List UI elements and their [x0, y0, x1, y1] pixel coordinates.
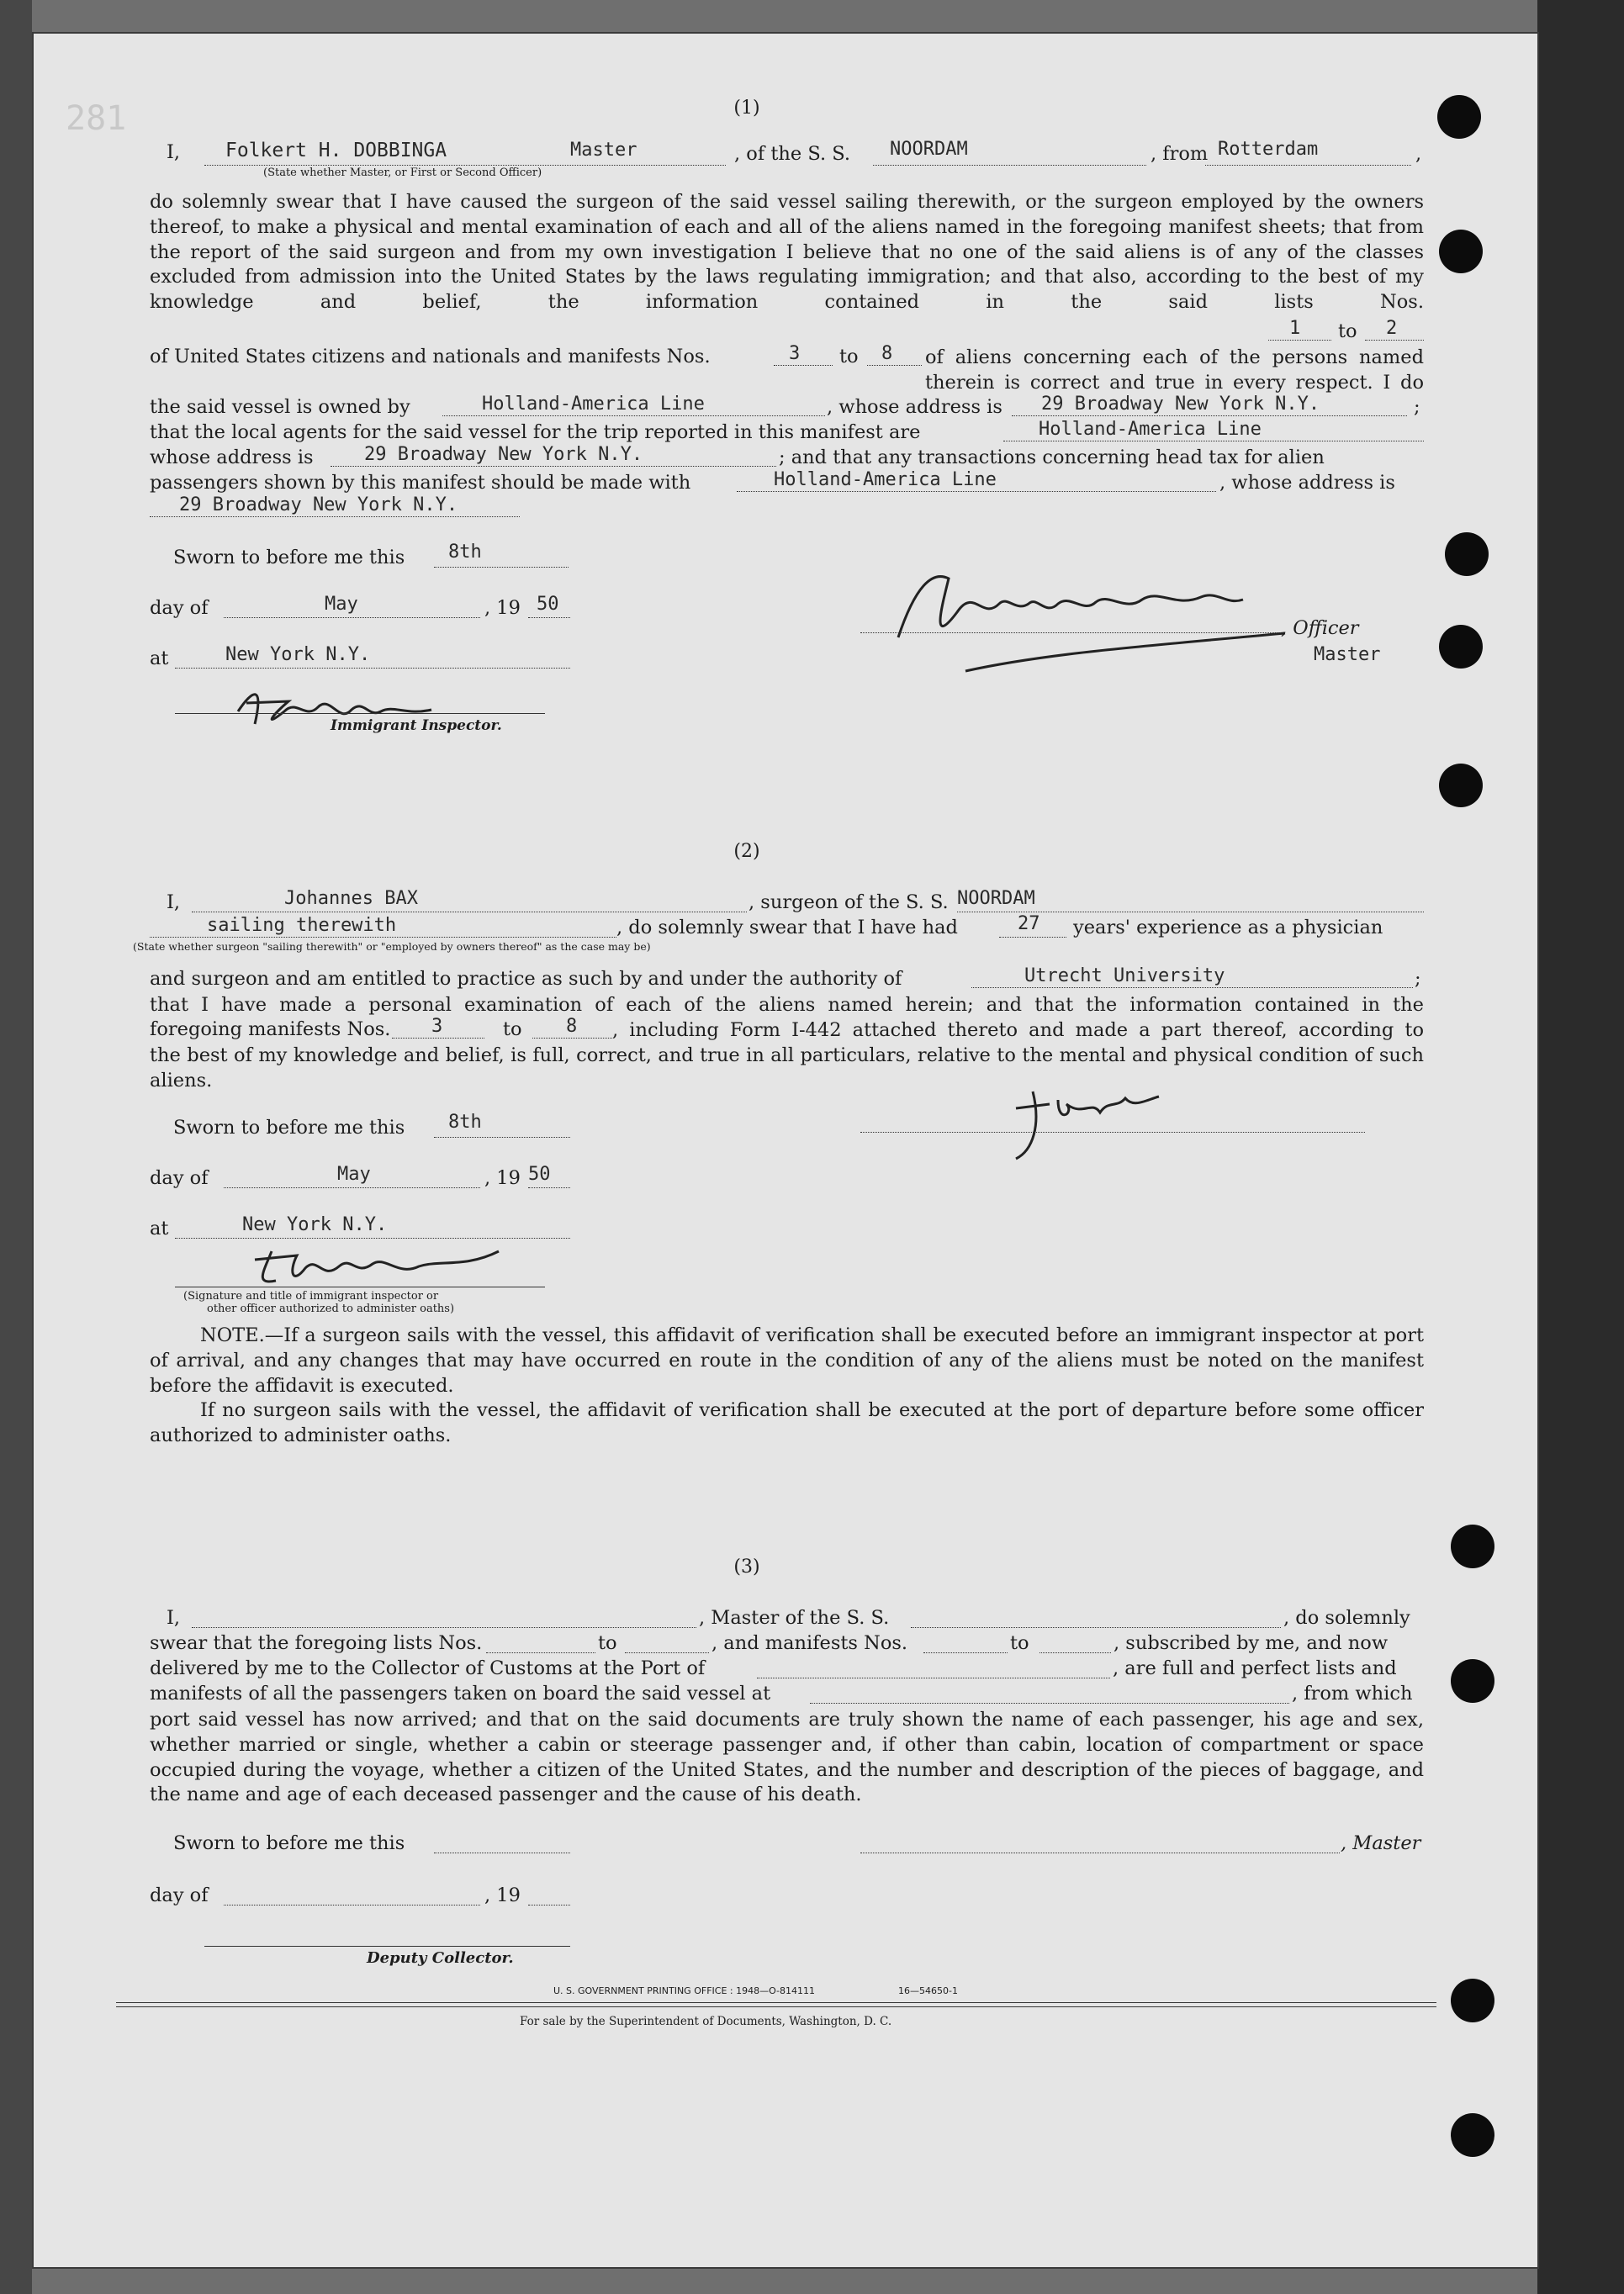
s1-of-the: , of the S. S. — [734, 143, 851, 165]
s2-surgeon-sig-line — [860, 1132, 1365, 1133]
s2-sworn-day-line — [434, 1137, 570, 1138]
s2-years: 27 — [1018, 913, 1040, 934]
s1-vessel: NOORDAM — [890, 139, 968, 160]
punch-hole — [1439, 625, 1483, 669]
s1-port: Rotterdam — [1218, 139, 1319, 160]
s1-headtax-agent: Holland-America Line — [774, 469, 997, 490]
s1-owner-line — [442, 415, 825, 416]
s1-officer-caption: , Officer — [1281, 617, 1359, 639]
s1-agents-addr-label: whose address is — [150, 447, 314, 468]
s2-authority-text: and surgeon and am entitled to practice as such by and under the authority of — [150, 968, 902, 990]
s3-deputy-line — [204, 1946, 570, 1947]
s2-sworn-label: Sworn to before me this — [173, 1117, 405, 1139]
s1-day-of: day of — [150, 597, 209, 619]
footer-printing: U. S. GOVERNMENT PRINTING OFFICE : 1948—O-814111 — [553, 1985, 816, 1996]
s1-inspector-line — [175, 713, 545, 714]
s3-vessel-line — [911, 1627, 1281, 1628]
s1-port-line — [1205, 165, 1411, 166]
s1-agents: Holland-America Line — [1039, 419, 1262, 440]
s1-para-3: of aliens concerning each of the persons named therein is correct and true in every respect. I do — [925, 346, 1424, 394]
s3-l3b: , are full and perfect lists and — [1113, 1657, 1397, 1679]
note-label: NOTE. — [200, 1324, 265, 1346]
s2-year-line — [528, 1187, 570, 1188]
punch-hole — [1437, 95, 1481, 139]
s1-year: 50 — [537, 594, 559, 615]
s2-man-from: 3 — [431, 1016, 443, 1037]
s1-headtax-addr-label: , whose address is — [1219, 472, 1395, 494]
s1-agents-addr-line — [331, 466, 776, 467]
s3-lists-from-line — [486, 1652, 595, 1653]
s3-i: I, — [167, 1607, 181, 1629]
s1-i: I, — [167, 141, 181, 163]
s1-headtax-addr-line — [150, 516, 520, 517]
s1-para-3-a — [925, 346, 1424, 396]
s2-day-of: day of — [150, 1167, 209, 1189]
punch-hole — [1451, 2113, 1494, 2157]
s2-para-2: , including Form I-442 attached thereto and made a part thereof, according to — [612, 1019, 1424, 1041]
section-3-number: (3) — [733, 1557, 760, 1578]
s1-headtax-address: 29 Broadway New York N.Y. — [179, 494, 458, 515]
s3-l3a: delivered by me to the Collector of Customs at the Port of — [150, 1657, 706, 1679]
s2-sig-caption-1: (Signature and title of immigrant inspector or — [183, 1290, 439, 1303]
s3-l4b: , from which — [1292, 1683, 1413, 1705]
s1-officer-master: Master — [1314, 644, 1381, 665]
s3-master-caption: , Master — [1341, 1832, 1421, 1854]
s3-solemnly: , do solemnly — [1283, 1607, 1410, 1629]
s1-place-line — [175, 668, 570, 669]
s1-vessel-line — [873, 165, 1146, 166]
note-text-1: —If a surgeon sails with the vessel, this affidavit of verification shall be executed before an immigrant inspector at port of arrival, and any changes that may have occurred en route in the condition of any of the aliens must be noted on the manifest before the affidavit is executed. — [150, 1324, 1424, 1397]
s1-month: May — [325, 594, 358, 615]
punch-hole — [1451, 1525, 1494, 1568]
s3-master-of: , Master of the S. S. — [699, 1607, 890, 1629]
footer-sale: For sale by the Superintendent of Documents, Washington, D. C. — [520, 2015, 892, 2028]
s2-sig-caption-2: other officer authorized to administer oaths) — [207, 1303, 455, 1315]
s2-place: New York N.Y. — [242, 1214, 388, 1235]
left-scan-border — [0, 0, 32, 2294]
s3-paragraph: port said vessel has now arrived; and that on the said documents are truly shown the name of each passenger, his age and sex, whether married or single, whether a cabin or steerage passenger and, if other than cabin, location of compartment or space occupied during the voyage, whether a citizen of the United States, and the number and description of the pieces of baggage, and the name and age of each deceased passenger and the cause of his death. — [150, 1709, 1424, 1806]
footer-rule-1 — [116, 2002, 1436, 2003]
s3-l4a: manifests of all the passengers taken on board the said vessel at — [150, 1683, 771, 1705]
s3-lists-to-line — [625, 1652, 709, 1653]
s3-sworn-label: Sworn to before me this — [173, 1832, 405, 1854]
s3-month-line — [224, 1905, 480, 1906]
s2-para-3: the best of my knowledge and belief, is full, correct, and true in all particulars, relative to the mental and physical condition of such aliens. — [150, 1044, 1424, 1092]
s1-rank: Master — [570, 140, 637, 161]
s2-man-to-line — [532, 1038, 612, 1039]
s1-agents-label: that the local agents for the said vessel for the trip reported in this manifest are — [150, 421, 921, 443]
s1-lists-to: 2 — [1386, 318, 1398, 339]
s2-to-word: to — [503, 1018, 522, 1040]
s1-month-line — [224, 617, 480, 618]
s1-place: New York N.Y. — [225, 644, 371, 665]
s1-owner-addr-label: , whose address is — [827, 396, 1002, 418]
s2-month: May — [337, 1164, 371, 1185]
s1-officer-line — [860, 632, 1281, 633]
punch-hole — [1445, 532, 1489, 576]
s3-year-line — [528, 1905, 570, 1906]
s2-man-from-line — [392, 1038, 484, 1039]
s1-lists-to-line — [1365, 340, 1424, 341]
s2-sailing: sailing therewith — [207, 915, 397, 936]
s3-l2a: swear that the foregoing lists Nos. — [150, 1632, 483, 1654]
s3-to-1: to — [598, 1632, 617, 1654]
s2-i: I, — [167, 891, 181, 913]
s1-headtax-text: ; and that any transactions concerning head tax for alien — [779, 447, 1325, 468]
punch-hole — [1439, 764, 1483, 807]
note-paragraph-2: If no surgeon sails with the vessel, the affidavit of verification shall be executed at the port of departure before some officer authorized to administer oaths. — [150, 1399, 1424, 1446]
s2-para-1: that I have made a personal examination of each of the aliens named herein; and that the information contained in the — [150, 994, 1424, 1016]
s2-surgeon-of: , surgeon of the S. S. — [749, 891, 949, 913]
s1-paragraph-a — [150, 190, 1424, 341]
footer-rule-2 — [116, 2006, 1436, 2007]
s1-sworn-day: 8th — [448, 542, 482, 563]
s1-para-2: of United States citizens and nationals and manifests Nos. — [150, 346, 711, 367]
s1-lists-from: 1 — [1289, 318, 1301, 339]
s1-from: , from — [1151, 143, 1209, 165]
bleed-through-number: 281 — [66, 99, 127, 138]
s2-sailing-after: , do solemnly swear that I have had — [616, 917, 958, 938]
s1-sworn-label: Sworn to before me this — [173, 547, 405, 568]
s2-sworn-day: 8th — [448, 1112, 482, 1133]
s1-lists-from-line — [1268, 340, 1331, 341]
s1-master-line — [204, 165, 726, 166]
s3-man-from-line — [923, 1652, 1008, 1653]
s1-sworn-day-line — [434, 567, 569, 568]
s2-inspector-signature — [230, 1234, 566, 1293]
footer-form-no: 16—54650-1 — [898, 1985, 958, 1996]
s1-owner-addr-line — [1012, 415, 1407, 416]
s1-inspector-caption: Immigrant Inspector. — [331, 717, 502, 734]
s1-owner: Holland-America Line — [482, 394, 705, 415]
section-2-number: (2) — [733, 841, 760, 862]
s1-owner-address: 29 Broadway New York N.Y. — [1041, 394, 1320, 415]
s3-deputy-caption: Deputy Collector. — [367, 1949, 514, 1967]
s1-headtax-agent-line — [737, 491, 1216, 492]
s1-man-from-line — [774, 365, 833, 366]
s2-authority-line — [971, 987, 1413, 988]
s3-board-line — [810, 1703, 1289, 1704]
s2-surgeon-name: Johannes BAX — [284, 888, 418, 909]
s1-para-1: do solemnly swear that I have caused the surgeon of the said vessel sailing therewith, or the surgeon employed by the owners thereof, to make a physical and mental examination of each and all of the aliens named in the foregoing manifest sheets; that from the report of the said surgeon and from my own investigation I believe that no one of the said aliens is of any of the classes excluded from admission into the United States by the laws regulating immigration; and that also, according to the best of my knowledge and belief, the information contained in the said lists Nos. — [150, 191, 1424, 314]
s3-l2c: , subscribed by me, and now — [1114, 1632, 1389, 1654]
s1-semi: ; — [1414, 396, 1420, 418]
s3-l2b: , and manifests Nos. — [711, 1632, 908, 1654]
s2-caption: (State whether surgeon "sailing therewith" or "employed by owners thereof" as the case may be) — [133, 940, 651, 953]
s2-foregoing: foregoing manifests Nos. — [150, 1018, 391, 1040]
s1-comma: , — [1415, 143, 1422, 165]
section-1-number: (1) — [733, 98, 760, 119]
s1-man-to-word: to — [839, 346, 859, 367]
s2-year: 50 — [528, 1164, 551, 1185]
punch-hole — [1451, 1979, 1494, 2022]
s2-years-line — [999, 937, 1066, 938]
s1-year-line — [528, 617, 570, 618]
s1-year-prefix: , 19 — [484, 597, 521, 619]
s2-year-prefix: , 19 — [484, 1167, 521, 1189]
document-page — [32, 32, 1539, 2269]
s1-master-signature — [881, 553, 1302, 679]
s2-para-1-wrap — [150, 993, 1424, 1018]
s2-man-to: 8 — [566, 1016, 578, 1037]
s2-month-line — [224, 1187, 480, 1188]
s1-lists-to-word: to — [1338, 320, 1357, 342]
s3-to-2: to — [1010, 1632, 1029, 1654]
s2-semi: ; — [1415, 968, 1421, 990]
s2-para-3-wrap — [150, 1044, 1424, 1094]
s3-year-prefix: , 19 — [484, 1884, 521, 1906]
note-paragraph-1 — [150, 1324, 1424, 1398]
s1-at: at — [150, 648, 169, 669]
s1-agents-address: 29 Broadway New York N.Y. — [364, 444, 643, 465]
s2-sailing-line — [150, 937, 616, 938]
right-scan-border — [1537, 0, 1624, 2294]
s3-day-of: day of — [150, 1884, 209, 1906]
s2-authority: Utrecht University — [1024, 965, 1225, 986]
s3-master-line — [192, 1627, 696, 1628]
s1-man-to-line — [867, 365, 922, 366]
punch-hole — [1451, 1659, 1494, 1703]
s2-years-after: years' experience as a physician — [1073, 917, 1383, 938]
s1-master-name: Folkert H. DOBBINGA — [225, 140, 447, 161]
s2-vessel: NOORDAM — [957, 888, 1035, 909]
punch-hole — [1439, 230, 1483, 273]
s1-man-from: 3 — [789, 343, 801, 364]
s2-para-2-wrap — [612, 1018, 1424, 1044]
s2-at: at — [150, 1218, 169, 1240]
s1-owned-label: the said vessel is owned by — [150, 396, 410, 418]
s1-caption: (State whether Master, or First or Second Officer) — [263, 166, 542, 179]
s1-passengers-text: passengers shown by this manifest should be made with — [150, 472, 691, 494]
s2-surgeon-signature — [999, 1075, 1201, 1167]
s3-man-to-line — [1039, 1652, 1111, 1653]
s1-man-to: 8 — [881, 343, 893, 364]
